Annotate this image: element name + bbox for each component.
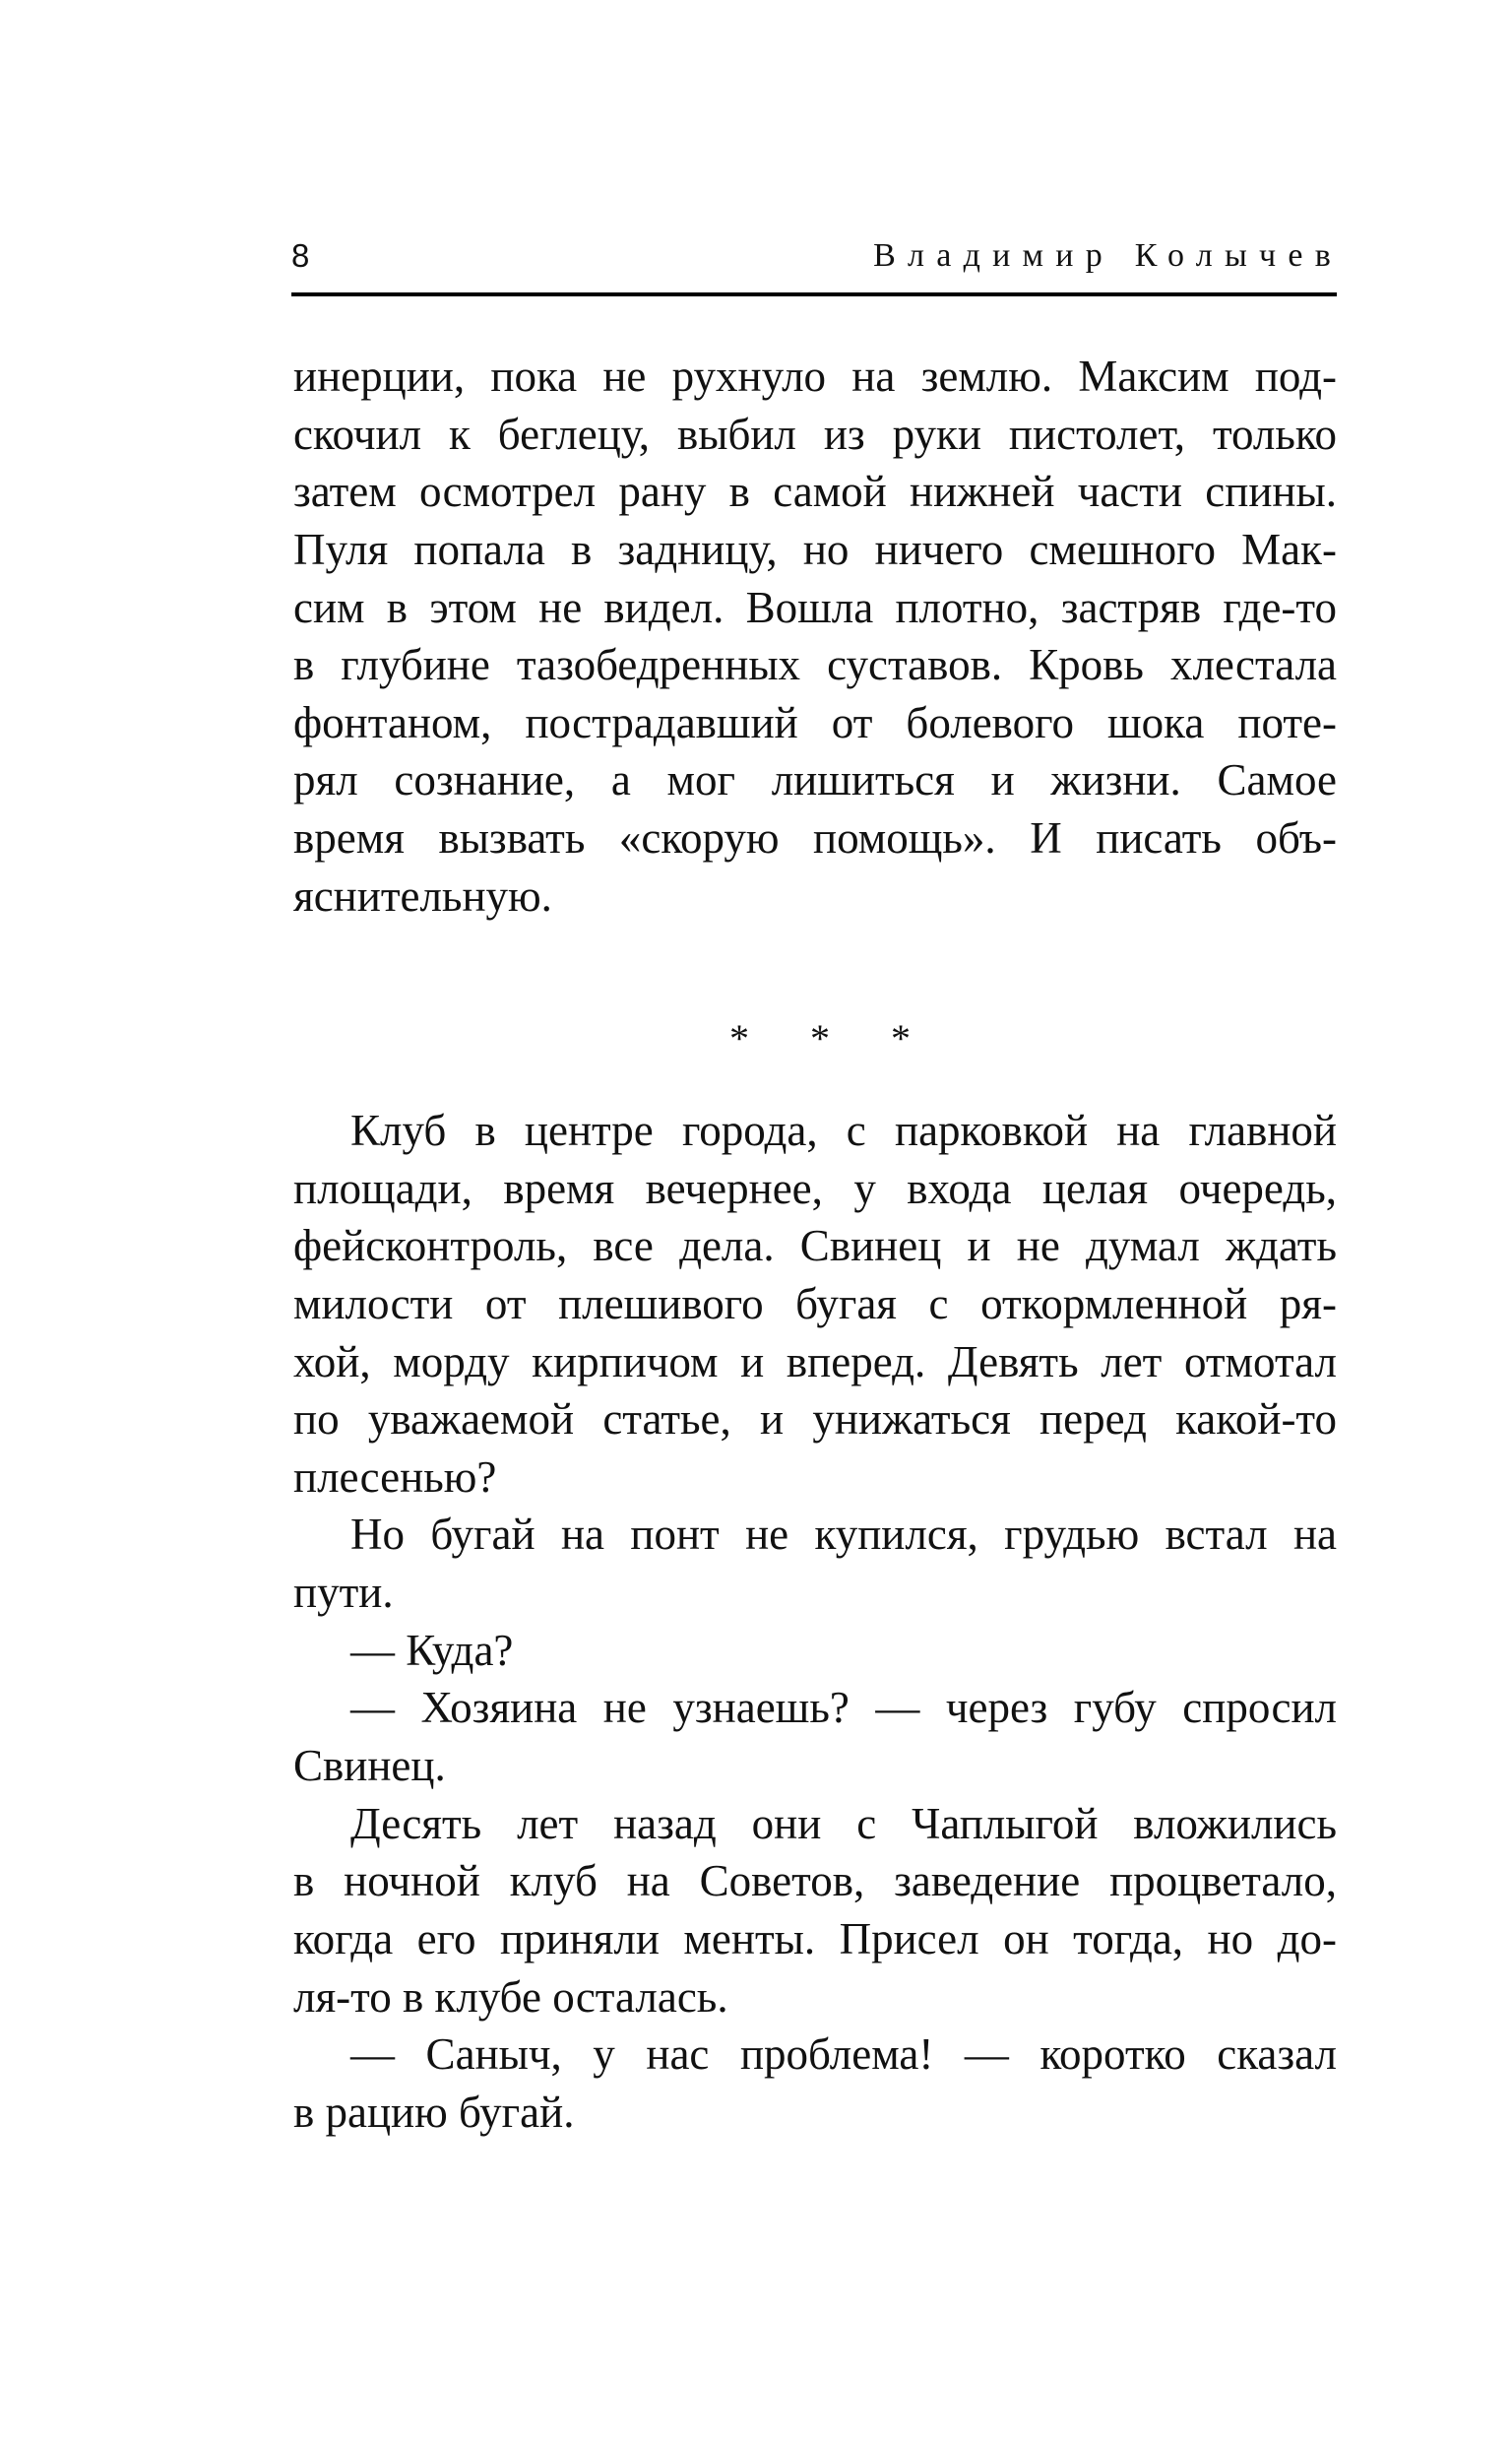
asterisk: * <box>810 1016 830 1061</box>
text-line: инерции, пока не рухнуло на землю. Максим под- <box>293 352 1337 401</box>
running-title-author: Владимир Колычев <box>873 237 1343 274</box>
text-line: в глубине тазобедренных суставов. Кровь хлестала <box>293 640 1337 690</box>
text-line: плесенью? <box>293 1451 497 1502</box>
text-line: яснительную. <box>293 870 552 921</box>
page-number: 8 <box>291 237 310 274</box>
paragraph-first-line: Клуб в центре города, с парковкой на главной <box>350 1106 1337 1155</box>
page-header <box>291 232 1343 280</box>
text-line: площади, время вечернее, у входа целая очередь, <box>293 1163 1337 1213</box>
text-line: фейсконтроль, все дела. Свинец и не думал ждать <box>293 1221 1337 1271</box>
asterisk: * <box>729 1016 749 1061</box>
text-line: Пуля попала в задницу, но ничего смешного Мак- <box>293 524 1337 574</box>
text-line: Свинец. <box>293 1741 446 1791</box>
asterisk: * <box>891 1016 911 1061</box>
text-line: хой, морду кирпичом и вперед. Девять лет отмотал <box>293 1336 1337 1386</box>
text-line: затем осмотрел рану в самой нижней части спины. <box>293 467 1337 517</box>
header-rule <box>291 292 1337 296</box>
text-line: пути. <box>293 1568 394 1618</box>
text-line: сим в этом не видел. Вошла плотно, застряв где-то <box>293 582 1337 632</box>
dialogue-line: — Хозяина не узнаешь? — через губу спросил <box>350 1683 1337 1733</box>
text-line: скочил к беглецу, выбил из руки пистолет, только <box>293 409 1337 459</box>
paragraph-first-line: Но бугай на понт не купился, грудью встал на <box>350 1510 1337 1560</box>
text-line: в рацию бугай. <box>293 2087 575 2137</box>
dialogue-line: — Куда? <box>350 1625 514 1675</box>
text-line: время вызвать «скорую помощь». И писать объ- <box>293 813 1337 864</box>
text-line: когда его приняли менты. Присел он тогда, но до- <box>293 1913 1337 1963</box>
text-line: по уважаемой статье, и унижаться перед какой-то <box>293 1394 1337 1445</box>
text-line: милости от плешивого бугая с откормленной ря- <box>293 1278 1337 1328</box>
text-line: фонтаном, пострадавший от болевого шока поте- <box>293 697 1337 747</box>
text-line: рял сознание, а мог лишиться и жизни. Самое <box>293 755 1337 805</box>
text-block-2 <box>293 1102 1337 2142</box>
paragraph-first-line: Десять лет назад они с Чаплыгой вложились <box>350 1798 1337 1848</box>
text-line: в ночной клуб на Советов, заведение процветало, <box>293 1856 1337 1906</box>
text-block-1 <box>293 348 1337 925</box>
text-line: ля-то в клубе осталась. <box>293 1971 728 2022</box>
scene-break <box>719 1014 915 1063</box>
dialogue-line: — Саныч, у нас проблема! — коротко сказал <box>350 2029 1337 2080</box>
